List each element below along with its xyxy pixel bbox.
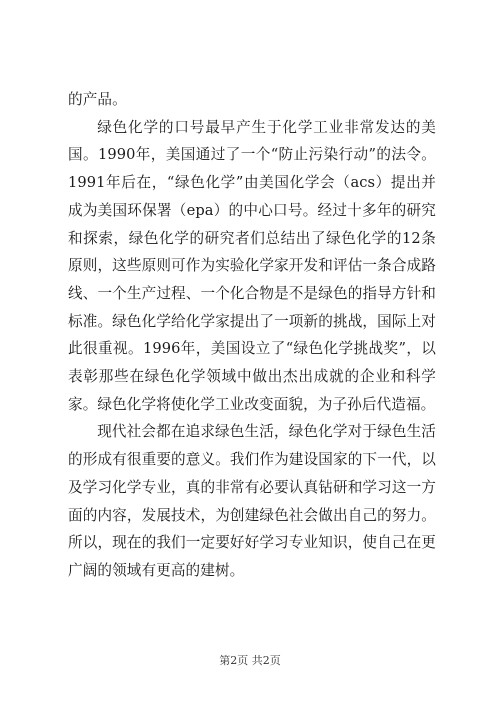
paragraph-green-chemistry-significance: 现代社会都在追求绿色生活，绿色化学对于绿色生活的形成有很重要的意义。我们作为建设国家的下一代，以及学习化学专业，真的非常有必要认真钻研和学习这一方面的内容，发展技术，为创建绿色社会做出自己的努力。所以，现在的我们一定要好好学习专业知识，使自己在更广阔的领域有更高的建树。	[68, 423, 436, 579]
paragraph-green-chemistry-history: 绿色化学的口号最早产生于化学工业非常发达的美国。1990年，美国通过了一个“防止污染行动”的法令。1991年后在，“绿色化学”由美国化学会（acs）提出并成为美国环保署（epa）的中心口号。经过十多年的研究和探索，绿色化学的研究者们总结出了绿色化学的12条原则，这些原则可作为实验化学家开发和评估一条合成路线、一个生产过程、一个化合物是不是绿色的指导方针和标准。绿色化学给化学家提出了一项新的挑战，国际上对此很重视。1996年，美国设立了“绿色化学挑战奖”，以表彰那些在绿色化学领域中做出杰出成就的企业和科学家。绿色化学将使化学工业改变面貌，为子孙后代造福。	[68, 118, 436, 413]
document-body	[68, 86, 436, 585]
page-number-footer: 第2页 共2页	[219, 654, 281, 667]
paragraph-continuation: 的产品。	[68, 91, 127, 108]
